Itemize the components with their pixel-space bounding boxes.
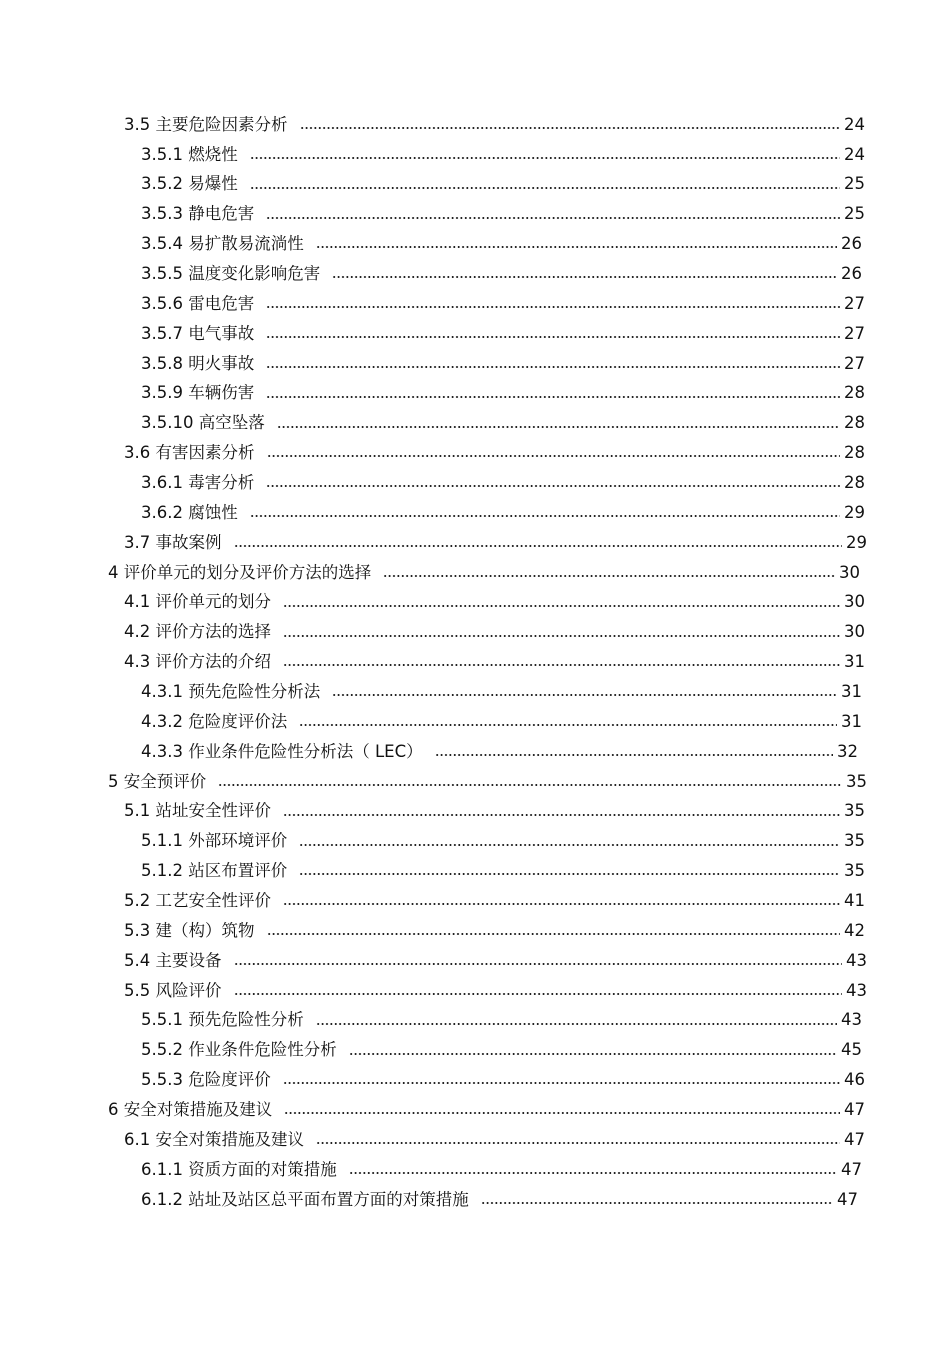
- toc-dot-leader: [481, 1202, 833, 1204]
- toc-entry-page-number: 26: [841, 263, 862, 283]
- toc-entry-title: 3.5.8 明火事故: [141, 353, 255, 373]
- toc-dot-leader: [316, 1142, 840, 1144]
- toc-entry-title: 6 安全对策措施及建议: [108, 1100, 273, 1120]
- toc-dot-leader: [266, 217, 840, 219]
- toc-entry[interactable]: [0, 588, 865, 618]
- toc-dot-leader: [267, 933, 841, 935]
- toc-entry[interactable]: [0, 110, 865, 140]
- toc-dot-leader: [234, 963, 843, 965]
- toc-entry-page-number: 32: [837, 741, 858, 761]
- toc-entry-page-number: 28: [844, 413, 865, 433]
- toc-dot-leader: [277, 426, 840, 428]
- toc-entry-title: 6.1 安全对策措施及建议: [124, 1129, 304, 1149]
- toc-entry-page-number: 27: [844, 353, 865, 373]
- toc-dot-leader: [283, 605, 840, 607]
- toc-entry-page-number: 35: [844, 801, 865, 821]
- toc-entry[interactable]: [0, 1006, 862, 1036]
- toc-entry-page-number: 24: [844, 144, 865, 164]
- toc-dot-leader: [299, 724, 837, 726]
- toc-dot-leader: [300, 127, 841, 129]
- toc-entry[interactable]: [0, 886, 865, 916]
- toc-entry-title: 5 安全预评价: [108, 771, 207, 791]
- toc-entry-page-number: 35: [846, 771, 867, 791]
- toc-dot-leader: [349, 1053, 837, 1055]
- toc-dot-leader: [266, 336, 840, 338]
- toc-entry-title: 3.5.4 易扩散易流淌性: [141, 234, 304, 254]
- toc-entry[interactable]: [0, 528, 867, 558]
- toc-dot-leader: [234, 993, 843, 995]
- toc-entry-page-number: 28: [844, 443, 865, 463]
- toc-entry-title: 3.5.6 雷电危害: [141, 293, 255, 313]
- toc-entry[interactable]: [0, 498, 865, 528]
- toc-entry-page-number: 46: [844, 1070, 865, 1090]
- toc-entry-page-number: 27: [844, 293, 865, 313]
- toc-entry-title: 4.3.1 预先危险性分析法: [141, 682, 321, 701]
- toc-entry[interactable]: [0, 319, 865, 349]
- toc-entry[interactable]: [0, 170, 865, 200]
- toc-dot-leader: [383, 575, 835, 577]
- toc-dot-leader: [266, 366, 840, 368]
- toc-dot-leader: [250, 515, 840, 517]
- toc-entry-page-number: 31: [844, 652, 865, 672]
- toc-entry-page-number: 25: [844, 174, 865, 194]
- toc-dot-leader: [299, 844, 840, 846]
- toc-dot-leader: [349, 1172, 837, 1174]
- toc-entry[interactable]: [0, 289, 865, 319]
- toc-entry-title: 5.5.1 预先危险性分析: [141, 1010, 304, 1030]
- toc-dot-leader: [266, 485, 840, 487]
- toc-entry-title: 4.3.3 作业条件危险性分析法（ LEC）: [141, 741, 423, 761]
- toc-entry-page-number: 29: [846, 532, 867, 552]
- toc-entry-page-number: 28: [844, 383, 865, 403]
- toc-entry[interactable]: [0, 707, 862, 737]
- toc-dot-leader: [283, 635, 840, 637]
- toc-entry-title: 5.1 站址安全性评价: [124, 801, 271, 821]
- toc-dot-leader: [218, 784, 842, 786]
- toc-entry-page-number: 41: [844, 891, 865, 911]
- toc-entry[interactable]: [0, 438, 865, 468]
- toc-entry-page-number: 35: [844, 831, 865, 851]
- toc-entry-page-number: 30: [844, 592, 865, 612]
- toc-entry-page-number: 35: [844, 861, 865, 881]
- toc-entry[interactable]: [0, 647, 865, 677]
- toc-dot-leader: [266, 396, 840, 398]
- toc-dot-leader: [283, 814, 840, 816]
- toc-entry-title: 4.3 评价方法的介绍: [124, 652, 271, 672]
- toc-entry-page-number: 43: [841, 1010, 862, 1030]
- toc-entry[interactable]: [0, 946, 867, 976]
- toc-entry[interactable]: [0, 677, 862, 707]
- toc-dot-leader: [284, 1112, 840, 1114]
- toc-dot-leader: [316, 246, 837, 248]
- toc-entry[interactable]: [0, 558, 860, 588]
- toc-entry[interactable]: [0, 767, 867, 797]
- toc-entry-page-number: 43: [846, 950, 867, 970]
- toc-dot-leader: [332, 694, 837, 696]
- toc-entry[interactable]: [0, 1155, 862, 1185]
- toc-dot-leader: [250, 157, 840, 159]
- toc-entry-page-number: 30: [839, 562, 860, 582]
- toc-entry[interactable]: [0, 856, 865, 886]
- toc-dot-leader: [250, 187, 840, 189]
- toc-entry-title: 6.1.2 站址及站区总平面布置方面的对策措施: [141, 1189, 469, 1209]
- toc-entry-page-number: 47: [841, 1159, 862, 1179]
- toc-entry[interactable]: [0, 349, 865, 379]
- toc-entry-title: 4.1 评价单元的划分: [124, 592, 271, 612]
- toc-entry[interactable]: [0, 1125, 865, 1155]
- toc-entry-title: 3.5.2 易爆性: [141, 174, 238, 194]
- toc-entry-page-number: 28: [844, 472, 865, 492]
- toc-dot-leader: [283, 664, 840, 666]
- toc-entry-title: 3.6 有害因素分析: [124, 443, 255, 463]
- toc-dot-leader: [266, 306, 840, 308]
- toc-entry-page-number: 47: [844, 1129, 865, 1149]
- toc-entry-page-number: 43: [846, 980, 867, 1000]
- toc-entry-title: 4.2 评价方法的选择: [124, 622, 271, 642]
- toc-entry-title: 5.5.3 危险度评价: [141, 1070, 271, 1090]
- toc-entry[interactable]: [0, 1066, 865, 1096]
- toc-entry-page-number: 26: [841, 234, 862, 254]
- toc-entry-title: 3.5.10 高空坠落: [141, 413, 265, 433]
- toc-entry[interactable]: [0, 140, 865, 170]
- toc-entry-page-number: 42: [844, 920, 865, 940]
- toc-entry-title: 3.5.3 静电危害: [141, 204, 255, 224]
- toc-entry-title: 5.2 工艺安全性评价: [124, 891, 271, 911]
- toc-dot-leader: [234, 545, 843, 547]
- toc-entry[interactable]: [0, 379, 865, 409]
- toc-entry-title: 3.5.9 车辆伤害: [141, 383, 255, 403]
- toc-entry-title: 5.5.2 作业条件危险性分析: [141, 1040, 337, 1060]
- toc-entry[interactable]: [0, 618, 865, 648]
- toc-dot-leader: [283, 903, 840, 905]
- toc-dot-leader: [267, 455, 841, 457]
- toc-entry-title: 5.3 建（构）筑物: [124, 920, 255, 940]
- toc-entry-page-number: 47: [844, 1100, 865, 1120]
- toc-entry[interactable]: [0, 1095, 865, 1125]
- toc-entry-title: 6.1.1 资质方面的对策措施: [141, 1159, 337, 1179]
- toc-entry[interactable]: [0, 1036, 862, 1066]
- toc-entry-page-number: 47: [837, 1189, 858, 1209]
- toc-entry-page-number: 31: [841, 682, 862, 701]
- toc-entry-page-number: 30: [844, 622, 865, 642]
- toc-entry[interactable]: [0, 827, 865, 857]
- toc-entry[interactable]: [0, 259, 862, 289]
- toc-entry-title: 3.5 主要危险因素分析: [124, 114, 288, 134]
- toc-entry[interactable]: [0, 409, 865, 439]
- toc-dot-leader: [435, 754, 833, 756]
- table-of-contents: [0, 110, 950, 1215]
- toc-entry-page-number: 24: [844, 114, 865, 134]
- toc-entry-page-number: 31: [841, 711, 862, 731]
- toc-entry-title: 3.5.7 电气事故: [141, 323, 255, 343]
- toc-entry-title: 4.3.2 危险度评价法: [141, 711, 288, 731]
- toc-entry[interactable]: [0, 1185, 858, 1215]
- toc-entry-title: 4 评价单元的划分及评价方法的选择: [108, 562, 372, 582]
- toc-dot-leader: [299, 873, 840, 875]
- toc-entry[interactable]: [0, 916, 865, 946]
- toc-entry-page-number: 45: [841, 1040, 862, 1060]
- toc-entry-title: 5.4 主要设备: [124, 950, 222, 970]
- toc-entry[interactable]: [0, 468, 865, 498]
- toc-entry[interactable]: [0, 976, 867, 1006]
- toc-entry-page-number: 29: [844, 502, 865, 522]
- toc-dot-leader: [332, 276, 837, 278]
- toc-entry[interactable]: [0, 200, 865, 230]
- toc-dot-leader: [283, 1082, 840, 1084]
- toc-entry-page-number: 25: [844, 204, 865, 224]
- toc-entry-title: 3.5.5 温度变化影响危害: [141, 263, 321, 283]
- toc-entry-title: 5.5 风险评价: [124, 980, 222, 1000]
- toc-entry-title: 5.1.1 外部环境评价: [141, 831, 288, 851]
- toc-entry[interactable]: [0, 797, 865, 827]
- toc-entry-title: 3.6.1 毒害分析: [141, 472, 255, 492]
- toc-entry[interactable]: [0, 737, 858, 767]
- toc-entry-title: 3.6.2 腐蚀性: [141, 502, 238, 522]
- toc-entry-title: 3.7 事故案例: [124, 532, 222, 552]
- toc-entry-title: 3.5.1 燃烧性: [141, 144, 238, 164]
- toc-entry[interactable]: [0, 229, 862, 259]
- toc-entry-title: 5.1.2 站区布置评价: [141, 861, 288, 881]
- toc-entry-page-number: 27: [844, 323, 865, 343]
- toc-dot-leader: [316, 1023, 837, 1025]
